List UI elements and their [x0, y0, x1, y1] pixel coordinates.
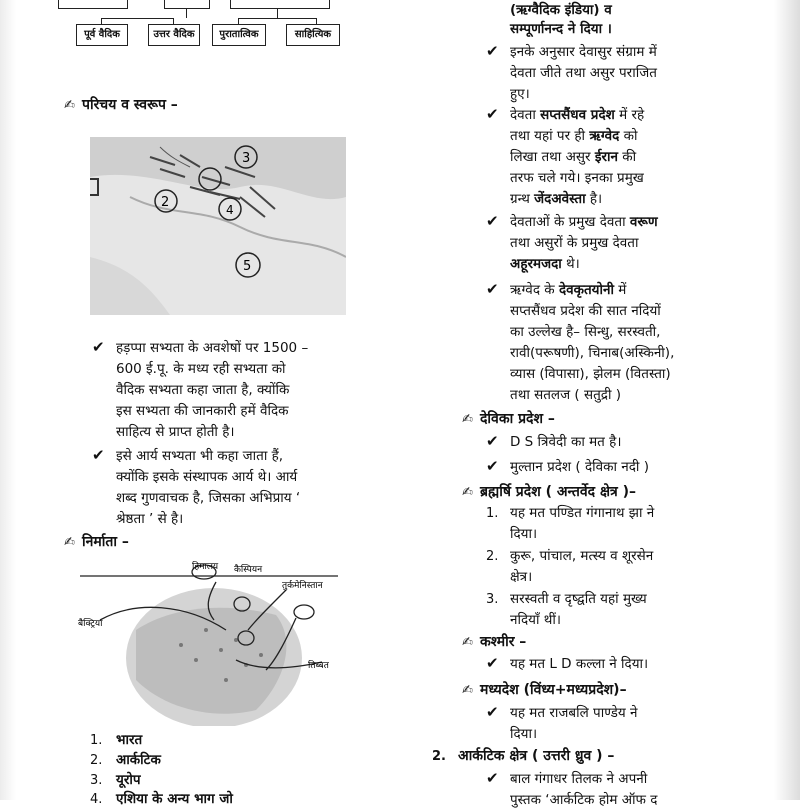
b2-bold: ऋग्वेद	[589, 128, 620, 144]
para1-line: हड़प्पा सभ्यता के अवशेषों पर 1500 –	[116, 340, 309, 356]
brahm-line: क्षेत्र।	[510, 569, 533, 585]
b3-line	[510, 254, 580, 274]
map2-label-turkmenistan: तुर्कमेनिस्तान	[282, 581, 323, 591]
check-icon: ✔	[92, 338, 105, 356]
page-edge-left	[0, 0, 16, 800]
chart-node-uttar-vaidik: उत्तर वैदिक	[148, 24, 200, 46]
b2-text: देवता	[510, 107, 541, 123]
right-top-line: (ऋग्वैदिक इंडिया) व	[510, 2, 612, 18]
heading-brahmarshi-text: ब्रह्मर्षि प्रदेश ( अन्तर्वेद क्षेत्र )–	[480, 484, 636, 500]
heading-brahmarshi	[462, 481, 636, 504]
brahm-line: दिया।	[510, 526, 538, 542]
source-chart	[52, 0, 342, 52]
madhya-line: यह मत राजबलि पाण्डेय ने	[510, 705, 638, 721]
para2-line: श्रेष्ठता ’ से है।	[116, 511, 184, 527]
b2-bold: ईरान	[594, 149, 618, 165]
b2-line	[510, 189, 602, 209]
b1-line: हुए।	[510, 86, 530, 102]
check-icon: ✔	[486, 654, 499, 672]
b2-text: में रहे	[614, 107, 645, 123]
b4-line: सप्तसैंधव प्रदेश की सात नदियों	[510, 303, 661, 319]
brahm-number: 1.	[486, 506, 499, 521]
b2-line: तरफ चले गये। इनका प्रमुख	[510, 170, 644, 186]
b1-line: इनके अनुसार देवासुर संग्राम में	[510, 44, 657, 60]
pen-icon: ✍	[462, 683, 473, 698]
pen-icon: ✍	[462, 635, 473, 650]
list-number: 4.	[90, 792, 103, 807]
pen-icon: ✍	[64, 535, 75, 550]
chart-connector	[277, 8, 278, 18]
pen-icon: ✍	[462, 412, 473, 427]
check-icon: ✔	[486, 280, 499, 298]
b4-bold: देवकृतयोनी	[558, 282, 614, 298]
heading-kashmir	[462, 631, 526, 654]
right-top-line-text: सम्पूर्णानन्द ने दिया ।	[510, 21, 612, 37]
heading-nirmata-text: निर्माता –	[82, 534, 129, 550]
b3-line: तथा असुरों के प्रमुख देवता	[510, 235, 639, 251]
b2-line	[510, 147, 636, 167]
chart-box-fragment	[230, 0, 330, 9]
map-aryan-origin-graphic	[76, 560, 348, 726]
pen-icon: ✍	[64, 98, 75, 113]
list-item-europe: यूरोप	[116, 772, 141, 788]
b1-line: देवता जीते तथा असुर पराजित	[510, 65, 657, 81]
list-item-arctic: आर्कटिक	[116, 752, 161, 768]
map-aryan-origin	[76, 560, 348, 726]
map1-label-5: 5	[243, 259, 252, 274]
chart-node-purva-vaidik: पूर्व वैदिक	[76, 24, 128, 46]
map1-label-4: 4	[226, 203, 234, 217]
check-icon: ✔	[486, 42, 499, 60]
b4-line: रावी(परूषणी), चिनाब(अस्किनी),	[510, 345, 675, 361]
check-icon: ✔	[486, 432, 499, 450]
para2-line: क्योंकि इसके संस्थापक आर्य थे। आर्य	[116, 469, 298, 485]
heading-arctic-region: आर्कटिक क्षेत्र ( उत्तरी ध्रुव ) –	[458, 748, 615, 764]
list-item-asia: एशिया के अन्य भाग जो	[116, 791, 233, 807]
heading-devika	[462, 408, 555, 431]
b4-text: ऋग्वेद के	[510, 282, 559, 298]
list-number: 3.	[90, 773, 103, 788]
map-saptasindhu-graphic	[90, 137, 346, 315]
b3-text: थे।	[561, 256, 580, 272]
devika-line: मुल्तान प्रदेश ( देविका नदी )	[510, 459, 649, 475]
brahm-number: 3.	[486, 592, 499, 607]
chart-connector	[101, 18, 173, 19]
map2-label-tibet: तिब्बत	[308, 661, 329, 671]
map1-label-2: 2	[161, 195, 170, 210]
para2-line: शब्द गुणवाचक है, जिसका अभिप्राय ‘	[116, 490, 301, 506]
map2-label-bactria: बैक्ट्रिया	[78, 619, 103, 629]
para1-line: वैदिक सभ्यता कहा जाता है, क्योंकि	[116, 382, 290, 398]
para1-line: इस सभ्यता की जानकारी हमें वैदिक	[116, 403, 289, 419]
devika-line: D S त्रिवेदी का मत है।	[510, 434, 622, 450]
map2-label-himalaya: हिमालय	[192, 562, 219, 572]
check-icon: ✔	[486, 105, 499, 123]
b4-text: में	[614, 282, 627, 298]
tilak-line: बाल गंगाधर तिलक ने अपनी	[510, 771, 648, 787]
brahm-line: कुरू, पांचाल, मत्स्य व शूरसेन	[510, 548, 654, 564]
b4-line: का उल्लेख है– सिन्धु, सरस्वती,	[510, 324, 661, 340]
list-number: 1.	[90, 733, 103, 748]
brahm-line: सरस्वती व दृष्द्वति यहां मुख्य	[510, 591, 647, 607]
heading-devika-text: देविका प्रदेश –	[480, 411, 555, 427]
b2-text: ग्रन्थ	[510, 191, 535, 207]
check-icon: ✔	[486, 212, 499, 230]
check-icon: ✔	[486, 703, 499, 721]
b2-line	[510, 126, 637, 146]
check-icon: ✔	[486, 769, 499, 787]
page-edge-right	[774, 0, 800, 800]
brahm-line: नदियाँ थीं।	[510, 612, 562, 628]
heading-madhyadesh-text: मध्यदेश (विंध्य+मध्यप्रदेश)–	[480, 682, 627, 698]
b3-bold: वरूण	[629, 214, 658, 230]
check-icon: ✔	[486, 457, 499, 475]
b2-text: तथा यहां पर ही	[510, 128, 590, 144]
b2-text: है।	[585, 191, 603, 207]
heading-nirmata	[64, 531, 129, 554]
b2-line	[510, 105, 644, 125]
kashmir-line: यह मत L D कल्ला ने दिया।	[510, 656, 649, 672]
b2-bold: सप्तसैंधव प्रदेश	[540, 107, 615, 123]
list-number: 2.	[90, 753, 103, 768]
para2-line: इसे आर्य सभ्यता भी कहा जाता हैं,	[116, 448, 284, 464]
check-icon: ✔	[92, 446, 105, 464]
b2-text: को	[619, 128, 638, 144]
brahm-number: 2.	[486, 549, 499, 564]
b4-line: तथा सतलज ( सतुद्री )	[510, 387, 621, 403]
b4-line: व्यास (विपासा), झेलम (वितस्ता)	[510, 366, 671, 382]
b2-bold: जेंदअवेस्ता	[534, 191, 586, 207]
chart-node-sahityik: साहित्यिक	[286, 24, 340, 46]
tilak-line: पुस्तक ‘आर्कटिक होम ऑफ द	[510, 792, 658, 808]
chart-connector	[238, 18, 316, 19]
b3-text: देवताओं के प्रमुख देवता	[510, 214, 630, 230]
list-item-bharat: भारत	[116, 732, 143, 748]
chart-node-puratatvik: पुरातात्विक	[212, 24, 266, 46]
heading-parichay	[64, 94, 178, 117]
madhya-line: दिया।	[510, 726, 538, 742]
b4-line	[510, 280, 626, 300]
para1-line: 600 ई.पू. के मध्य रही सभ्यता को	[116, 361, 286, 377]
b2-text: लिखा तथा असुर	[510, 149, 595, 165]
pen-icon: ✍	[462, 485, 473, 500]
brahm-line: यह मत पण्डित गंगानाथ झा ने	[510, 505, 655, 521]
map2-label-caspian: कैस्पियन	[234, 565, 263, 575]
para1-line: साहित्य से प्राप्त होती है।	[116, 424, 235, 440]
b2-text: की	[617, 149, 637, 165]
heading-kashmir-text: कश्मीर –	[480, 634, 527, 650]
chart-box-fragment	[58, 0, 128, 9]
heading-parichay-text: परिचय व स्वरूप –	[82, 97, 178, 113]
b3-line	[510, 212, 658, 232]
map1-label-3: 3	[242, 151, 251, 166]
chart-connector	[186, 8, 187, 18]
chart-box-fragment	[164, 0, 210, 9]
item2-number: 2.	[432, 749, 446, 764]
b3-bold: अहूरमजदा	[510, 256, 562, 272]
right-top-line	[510, 19, 612, 39]
heading-madhyadesh	[462, 679, 627, 702]
map-saptasindhu	[90, 137, 346, 315]
